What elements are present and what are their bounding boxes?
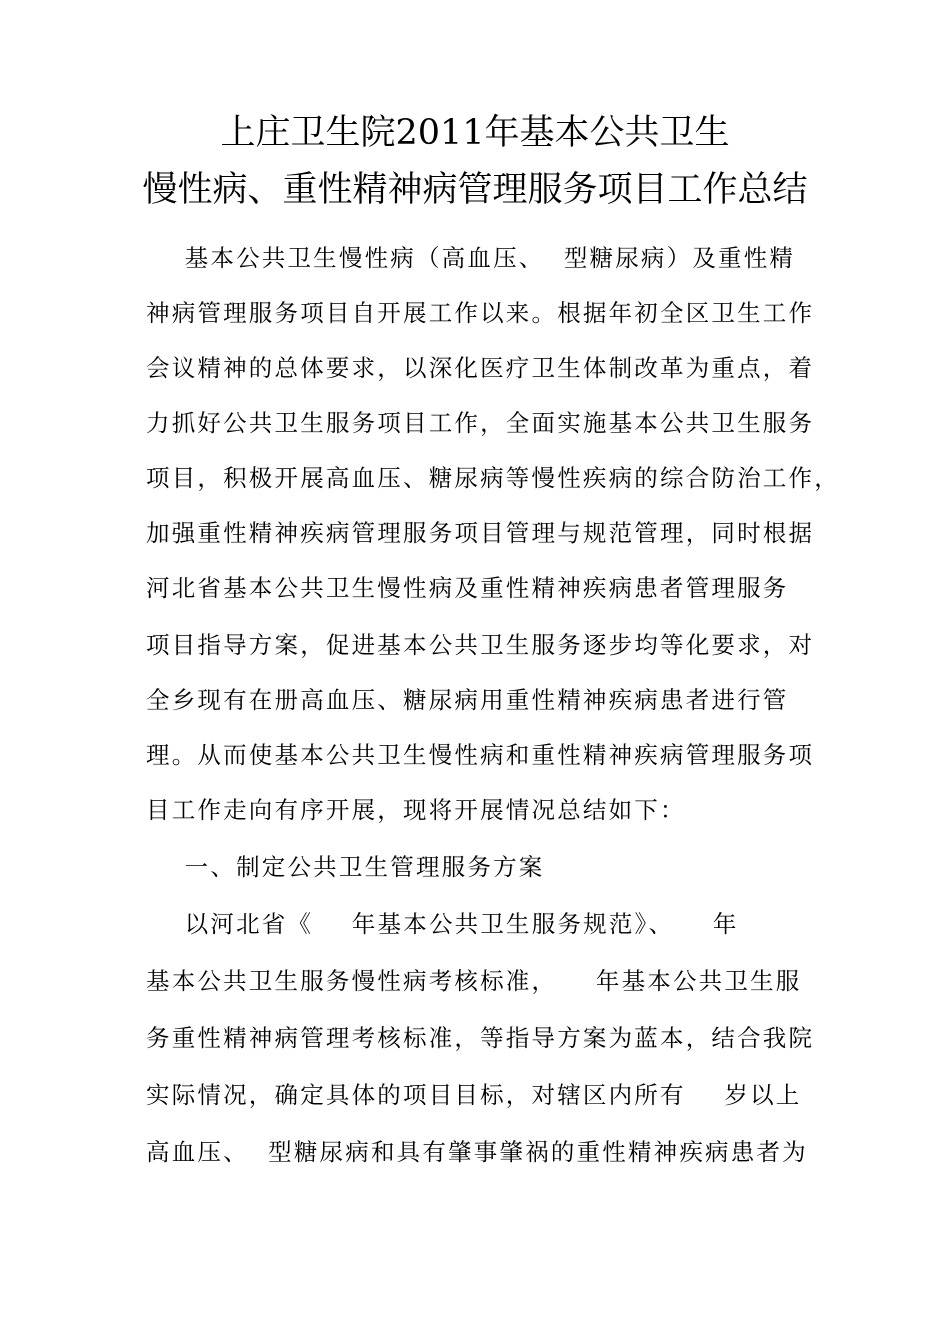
paragraph-2-line: 基本公共卫生服务慢性病考核标准， 年基本公共卫生服: [146, 967, 802, 995]
paragraph-1-line: 河北省基本公共卫生慢性病及重性精神疾病患者管理服务: [146, 574, 789, 602]
document-title-line-1: 上庄卫生院2011年基本公共卫生: [220, 113, 730, 153]
paragraph-1-line: 加强重性精神疾病管理服务项目管理与规范管理，同时根据: [146, 519, 815, 547]
paragraph-2-line: 以河北省《 年基本公共卫生服务规范》、 年: [146, 910, 739, 938]
paragraph-1-line: 力抓好公共卫生服务项目工作，全面实施基本公共卫生服务: [146, 409, 815, 437]
paragraph-1-line: 项目指导方案，促进基本公共卫生服务逐步均等化要求，对: [146, 631, 815, 659]
paragraph-1-line: 全乡现有在册高血压、糖尿病用重性精神疾病患者进行管: [146, 686, 789, 714]
paragraph-1-line: 理。从而使基本公共卫生慢性病和重性精神疾病管理服务项: [146, 741, 815, 769]
paragraph-1-line: 神病管理服务项目自开展工作以来。根据年初全区卫生工作: [146, 299, 815, 327]
paragraph-1-line: 基本公共卫生慢性病（高血压、 型糖尿病）及重性精: [146, 244, 796, 272]
document-title-line-2: 慢性病、重性精神病管理服务项目工作总结: [142, 170, 808, 210]
paragraph-1-line: 目工作走向有序开展，现将开展情况总结如下：: [146, 796, 686, 824]
paragraph-2-line: 实际情况，确定具体的项目目标，对辖区内所有 岁以上: [146, 1081, 802, 1109]
paragraph-1-line: 会议精神的总体要求，以深化医疗卫生体制改革为重点，着: [146, 354, 815, 382]
paragraph-2-line: 高血压、 型糖尿病和具有肇事肇祸的重性精神疾病患者为: [146, 1138, 808, 1166]
section-1-heading: 一、制定公共卫生管理服务方案: [146, 853, 545, 881]
paragraph-2-line: 务重性精神病管理考核标准，等指导方案为蓝本，结合我院: [146, 1024, 815, 1052]
paragraph-1-line: 项目，积极开展高血压、糖尿病等慢性疾病的综合防治工作，: [146, 464, 840, 492]
